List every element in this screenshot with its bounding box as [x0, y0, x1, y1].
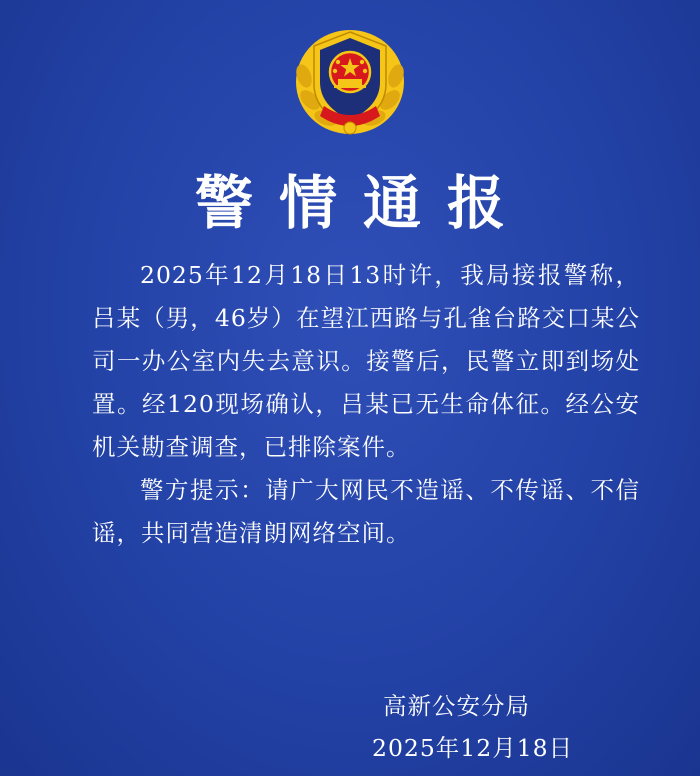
notice-paragraph-warning: 警方提示：请广大网民不造谣、不传谣、不信谣，共同营造清朗网络空间。	[92, 476, 640, 547]
notice-title: 警情通报	[194, 169, 531, 237]
issuer-name: 高新公安分局	[383, 692, 530, 720]
notice-body	[92, 254, 640, 555]
police-emblem-icon	[290, 24, 410, 142]
notice-paragraph-incident: 2025年12月18日13时许，我局接报警称，吕某（男，46岁）在望江西路与孔雀台路交口某公司一办公室内失去意识。接警后，民警立即到场处置。经120现场确认，吕某已无生命体征。经公安机关勘查调查，已排除案件。	[92, 261, 640, 461]
issue-date: 2025年12月18日	[372, 734, 574, 762]
